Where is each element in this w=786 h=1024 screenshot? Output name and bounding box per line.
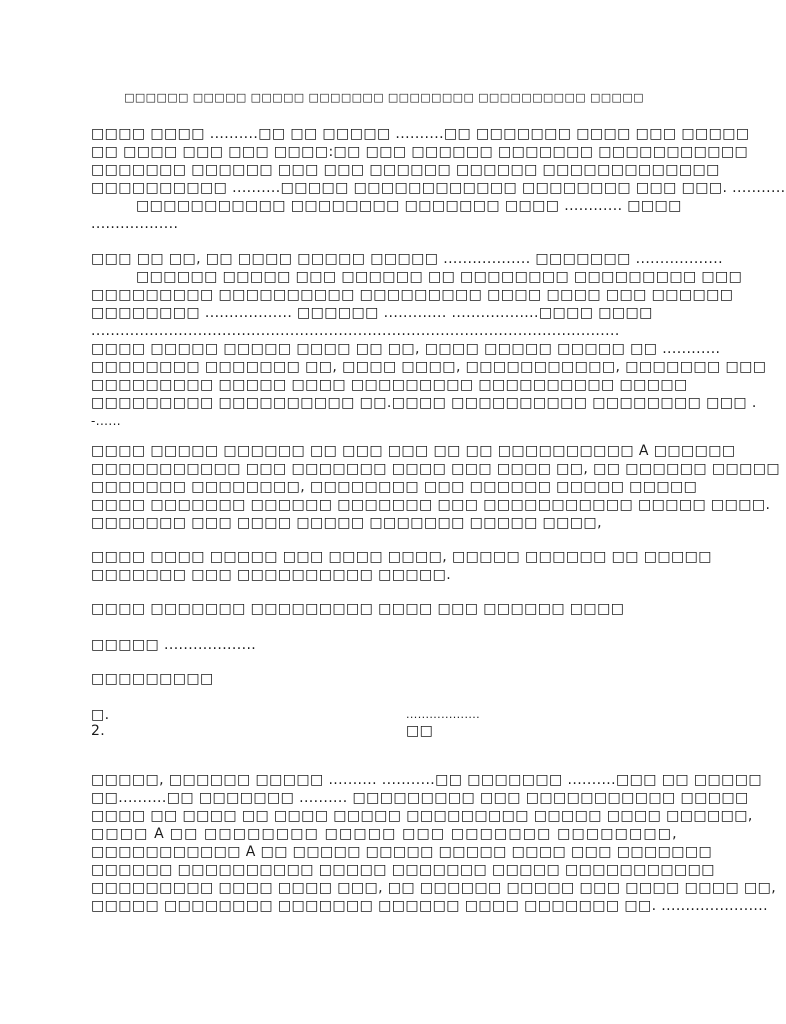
paragraph-3-line-2: □□□□□□□□□□□ □□□ □□□□□□□ □□□□ □□□ □□□□ □□, □□ □□□□□□ □□□□□ [91,461,780,477]
paragraph-2-line-9: □□□□□□□□□ □□□□□□□□□□ □□.□□□□ □□□□□□□□□□ □□□□□□□□ □□□ . [91,395,757,411]
paragraph-6-line-1: □□□□□, □□□□□□ □□□□□ .......... ...........□□ □□□□□□□ ..........□□□ □□ □□□□□ [91,772,762,788]
paragraph-2-line-5: ............................................................................................................. [91,323,620,339]
paragraph-1-line-6: .................. [91,216,179,232]
paragraph-6-line-2: □□..........□□ □□□□□□□ .......... □□□□□□□□□ □□□ □□□□□□□□□□□ □□□□□ [91,790,749,806]
paragraph-3-line-5: □□□□□□□ □□□ □□□□ □□□□□ □□□□□□□ □□□□□ □□□□, [91,515,602,531]
paragraph-2-line-1: □□□ □□ □□, □□ □□□□ □□□□□ □□□□□ .................. □□□□□□□ .................. [91,251,723,267]
paragraph-3-line-1: □□□□ □□□□□ □□□□□□ □□ □□□ □□□ □□ □□ □□□□□□□□□□ A □□□□□□ [91,443,736,459]
paragraph-2-line-4: □□□□□□□□ .................. □□□□□□ ............. ..................□□□□ □□□□ [91,305,653,321]
paragraph-1-line-1: □□□□ □□□□ ..........□□ □□ □□□□□ ..........□□ □□□□□□□ □□□□ □□□ □□□□□ [91,126,750,142]
paragraph-3-line-3: □□□□□□□ □□□□□□□□, □□□□□□□□ □□□ □□□□□□ □□□□□ □□□□□ [91,479,698,495]
paragraph-2-line-3: □□□□□□□□□ □□□□□□□□□□ □□□□□□□□□ □□□□ □□□□ □□□ □□□□□□ [91,287,734,303]
witnesses-label: □□□□□□□□□ [91,671,214,687]
paragraph-6-line-8: □□□□□ □□□□□□□□ □□□□□□□ □□□□□□ □□□□ □□□□□□□ □□. ...................... [91,898,768,914]
paragraph-2-line-7: □□□□□□□□ □□□□□□□ □□, □□□□ □□□□, □□□□□□□□□□□, □□□□□□□ □□□ [91,359,767,375]
place-line: □□□□□ ................... [91,637,257,653]
paragraph-5: □□□□ □□□□□□□ □□□□□□□□□ □□□□ □□□ □□□□□□ □□□□ [91,601,625,617]
paragraph-4-line-1: □□□□ □□□□ □□□□□ □□□ □□□□ □□□□, □□□□□ □□□□□□ □□ □□□□□ [91,549,712,565]
paragraph-6-line-7: □□□□□□□□□ □□□□ □□□□ □□□, □□ □□□□□□ □□□□□ □□□ □□□□ □□□□ □□, [91,880,777,896]
paragraph-2-line-2: □□□□□□ □□□□□ □□□ □□□□□□ □□ □□□□□□□□ □□□□□□□□□ □□□ [136,269,743,285]
witness-1-number: □. [91,707,110,723]
paragraph-2-line-8: □□□□□□□□□ □□□□□ □□□□ □□□□□□□□□ □□□□□□□□□□ □□□□□ [91,377,688,393]
witness-2-signature: □□ [406,723,434,739]
document-title: □□□□□□ □□□□□ □□□□□ □□□□□□□ □□□□□□□□ □□□□□□□□□□ □□□□□ [124,91,644,104]
paragraph-6-line-4: □□□□ A □□ □□□□□□□□ □□□□□ □□□ □□□□□□□ □□□□□□□□, [91,826,677,842]
paragraph-1-line-3: □□□□□□□ □□□□□□ □□□ □□□ □□□□□□ □□□□□□ □□□□□□□□□□□□□ [91,162,720,178]
witness-1-blank: ................... [406,708,481,721]
paragraph-1-line-5: □□□□□□□□□□□ □□□□□□□□ □□□□□□□ □□□□ ............ □□□□ [136,198,682,214]
paragraph-3-line-4: □□□□ □□□□□□□ □□□□□□ □□□□□□□ □□□ □□□□□□□□□□□ □□□□□ □□□□. [91,497,771,513]
paragraph-4-line-2: □□□□□□□ □□□ □□□□□□□□□□ □□□□□. [91,567,452,583]
paragraph-6-line-6: □□□□□□ □□□□□□□□□□ □□□□□ □□□□□□□ □□□□□ □□□□□□□□□□□ [91,862,715,878]
witness-2-number: 2. [91,723,106,739]
paragraph-2-line-10: -...... [91,414,122,428]
paragraph-6-line-5: □□□□□□□□□□□ A □□ □□□□□ □□□□□ □□□□□ □□□□ □□□ □□□□□□□ [91,844,713,860]
paragraph-2-line-6: □□□□ □□□□□ □□□□□ □□□□ □□ □□, □□□□ □□□□□ □□□□□ □□ ............ [91,341,721,357]
paragraph-1-line-4: □□□□□□□□□□ ..........□□□□□ □□□□□□□□□□□□ □□□□□□□□ □□□ □□□. ........... [91,180,786,196]
paragraph-6-line-3: □□□□ □□ □□□□ □□ □□□□ □□□□□ □□□□□□□□□ □□□□□ □□□□ □□□□□□, [91,808,753,824]
paragraph-1-line-2: □□ □□□□ □□□ □□□ □□□□:□□ □□□ □□□□□□ □□□□□□□ □□□□□□□□□□□ [91,144,749,160]
